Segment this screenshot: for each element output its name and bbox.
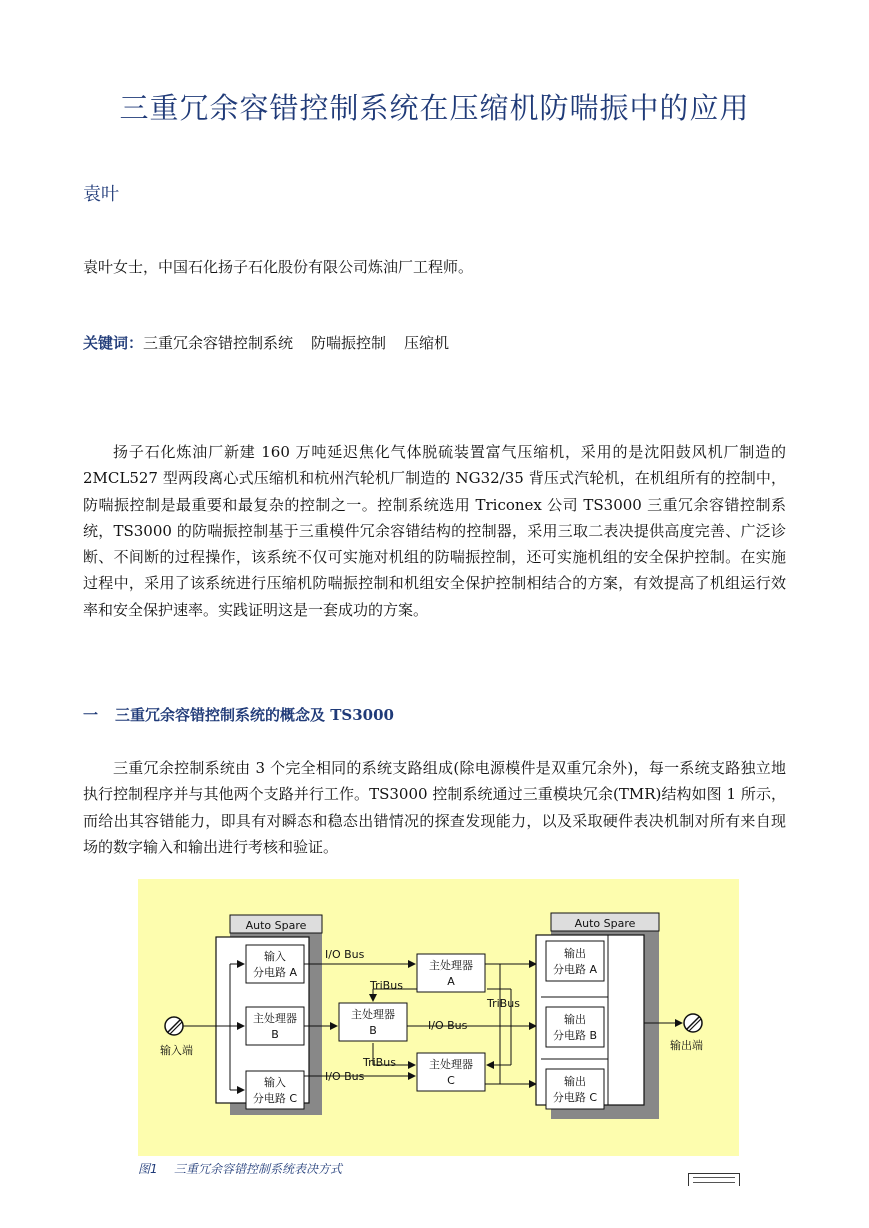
proc-a-label2: A	[447, 975, 455, 988]
proc-a-label1: 主处理器	[429, 959, 473, 972]
output-auto-spare-label: Auto Spare	[574, 917, 636, 930]
tribus-label-bottom: TriBus	[363, 1056, 396, 1069]
intro-paragraph: 扬子石化炼油厂新建 160 万吨延迟焦化气体脱硫装置富气压缩机，采用的是沈阳鼓风机厂制造的 2MCL527 型两段离心式压缩机和杭州汽轮机厂制造的 NG32/35 背压式汽轮机，在机组所有的控制中，防喘振控制是最重要和最复杂的控制之一。控制系统选用 Triconex 公司 TS3000 三重冗余容错控制系统，TS3000 的防喘振控制基于三重模件冗余容错结构的控制器，采用三取二表决提供高度完善、广泛诊断、不间断的过程操作，该系统不仅可实施对机组的防喘振控制，还可实施机组的安全保护控制。在实施过程中，采用了该系统进行压缩机防喘振控制和机组安全保护控制相结合的方案，有效提高了机组运行效率和安全保护速率。实践证明这是一套成功的方案。	[83, 443, 786, 619]
input-b-label2: B	[271, 1028, 279, 1041]
keywords-label: 关键词：	[83, 334, 144, 352]
output-b-label1: 输出	[564, 1013, 586, 1026]
section-title: 三重冗余容错控制系统的概念及 TS3000	[115, 706, 394, 724]
proc-b-label2: B	[369, 1024, 377, 1037]
author-name: 袁叶	[83, 184, 119, 205]
io-bus-label-c: I/O Bus	[325, 1070, 365, 1083]
figure-number: 图1	[138, 1162, 158, 1176]
keywords	[83, 332, 449, 353]
input-a-label2: 分电路 A	[252, 966, 298, 979]
keyword-item: 压缩机	[404, 334, 450, 352]
proc-b-label1: 主处理器	[351, 1008, 395, 1021]
input-a-label1: 输入	[264, 950, 286, 963]
tmr-diagram-figure	[138, 879, 739, 1156]
figure-caption-text: 三重冗余容错控制系统表决方式	[174, 1162, 343, 1176]
section-number: 一	[83, 706, 99, 724]
input-c-label2: 分电路 C	[252, 1092, 298, 1105]
input-c-label1: 输入	[264, 1076, 286, 1089]
output-c-label2: 分电路 C	[552, 1091, 598, 1104]
proc-c-label2: C	[447, 1074, 455, 1087]
output-c-label1: 输出	[564, 1075, 586, 1088]
keyword-item: 防喘振控制	[311, 334, 387, 352]
tribus-label-right: TriBus	[487, 997, 520, 1010]
io-bus-label-b: I/O Bus	[428, 1019, 468, 1032]
page-corner-mark	[688, 1173, 740, 1186]
tmr-diagram	[138, 879, 739, 1156]
page-title: 三重冗余容错控制系统在压缩机防喘振中的应用	[119, 91, 750, 125]
tribus-label-top: TriBus	[370, 979, 403, 992]
output-a-label1: 输出	[564, 947, 586, 960]
output-b-label2: 分电路 B	[552, 1029, 598, 1042]
input-b-label1: 主处理器	[253, 1012, 297, 1025]
author-bio: 袁叶女士，中国石化扬子石化股份有限公司炼油厂工程师。	[83, 258, 474, 276]
io-bus-label-a: I/O Bus	[325, 948, 365, 961]
keyword-item: 三重冗余容错控制系统	[143, 334, 294, 352]
body-paragraph: 三重冗余控制系统由 3 个完全相同的系统支路组成(除电源模件是双重冗余外)，每一系统支路独立地执行控制程序并与其他两个支路并行工作。TS3000 控制系统通过三重模块冗余(TMR)结构如图 1 所示，而给出其容错能力，即具有对瞬态和稳态出错情况的探查发现能力，以及采取硬件表决机制对所有来自现场的数字输入和输出进行考核和验证。	[83, 759, 786, 856]
output-end-label: 输出端	[670, 1039, 703, 1052]
input-end-label: 输入端	[160, 1044, 193, 1057]
figure-caption	[138, 1160, 342, 1177]
section-heading	[83, 704, 394, 725]
input-auto-spare-label: Auto Spare	[245, 919, 307, 932]
output-a-label2: 分电路 A	[552, 963, 598, 976]
proc-c-label1: 主处理器	[429, 1058, 473, 1071]
